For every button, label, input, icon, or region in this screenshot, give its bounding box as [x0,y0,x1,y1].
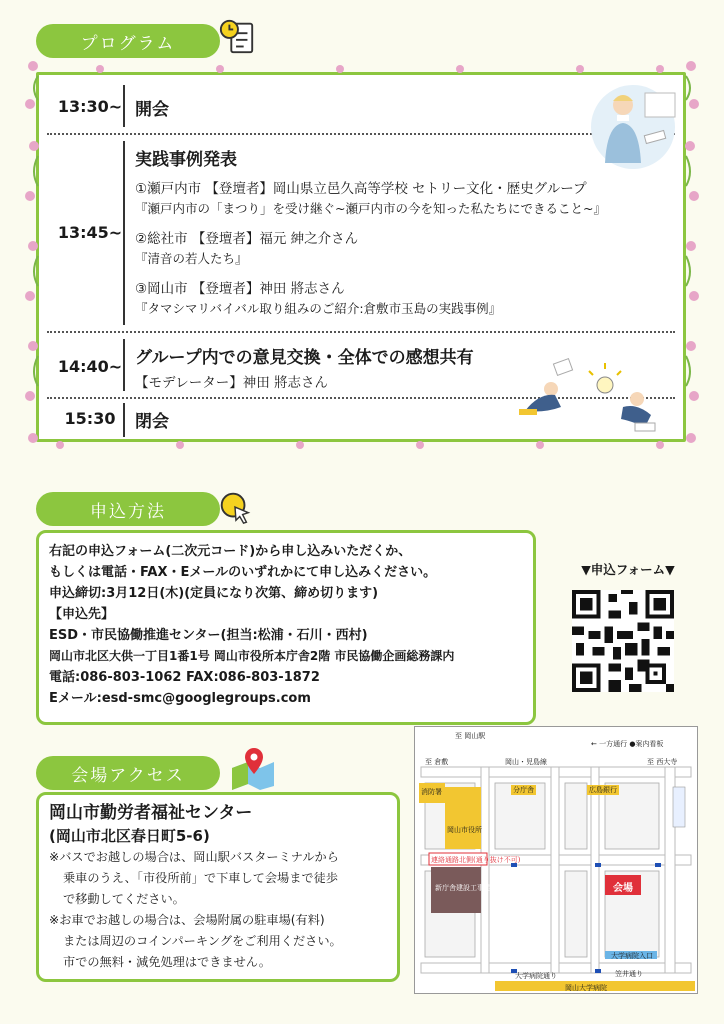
apply-line-1: 右記の申込フォーム(二次元コード)から申し込みいただくか、 [49,544,412,559]
apply-line-2: もしくは電話・FAX・Eメールのいずれかにて申し込みください。 [49,565,437,580]
apply-heading-label: 申込方法 [90,501,166,522]
apply-info [36,530,536,725]
flower-border-bottom [40,436,680,454]
map-label-notice: 連絡通路北側(通り抜け不可) [431,856,521,864]
access-map [414,726,698,994]
map-label-hospital-street: 大学病院通り [515,972,557,980]
talk-1-speaker: ①瀬戸内市 【登壇者】岡山県立邑久高等学校 セトリー文化・歴史グループ [135,181,587,197]
map-label-new-hall: 新庁舎建設工事範囲 [435,884,498,892]
program-heading-label: プログラム [80,33,176,54]
contact-heading: 【申込先】 [49,607,115,622]
program-table [36,72,686,442]
flower-border-top [40,60,680,78]
bus-note-2: 乗車のうえ、「市役所前」で下車して会場まで徒歩 [63,871,338,885]
column-divider [123,141,125,325]
time-3: 14:40~ [57,357,123,376]
talk-2-speaker: ②総社市 【登壇者】福元 紳之介さん [135,231,359,247]
car-note-3: 市での無料・減免処理はできません。 [63,955,271,969]
clock-checklist-icon [218,18,256,56]
students-illustration [519,355,669,437]
flower-border-left [18,56,48,448]
column-divider [123,403,125,437]
contact-address: 岡山市北区大供一丁目1番1号 岡山市役所本庁舎2階 市民協働企画総務課内 [49,649,455,663]
venue-name: 岡山市勤労者福祉センター [49,803,253,823]
apply-heading [36,492,220,526]
divider [47,331,675,333]
bus-note-1: ※バスでお越しの場合は、岡山駅バスターミナルから [49,850,339,864]
qr-code[interactable] [572,590,674,692]
map-label-city-hall: 岡山市役所 [447,826,482,834]
bus-note-3: で移動してください。 [63,892,185,906]
contact-phone: 電話:086-803-1062 FAX:086-803-1872 [49,670,320,685]
venue-address: (岡山市北区春日町5-6) [49,827,210,845]
map-label-univ-hospital: 岡山大学病院 [565,984,607,992]
contact-email[interactable]: Eメール:esd-smc@googlegroups.com [49,691,311,706]
moderator: 【モデレーター】神田 將志さん [135,375,329,391]
title-4: 閉会 [135,412,169,432]
map-label-station: 至 岡山駅 [455,732,486,740]
divider [47,133,675,135]
map-pin-icon [228,746,278,790]
flower-border-right [676,56,706,448]
time-2: 13:45~ [57,223,123,242]
column-divider [123,339,125,391]
access-heading-label: 会場アクセス [71,765,185,786]
time-1: 13:30~ [57,97,123,116]
qr-label: ▼申込フォーム▼ [581,562,675,577]
map-label-road: 岡山・児島線 [505,758,547,766]
map-label-hospital-entrance: 大学病院入口 [611,952,653,960]
map-label-branch: 分庁舎 [513,786,534,794]
map-label-saidaiji: 至 西大寺 [647,758,678,766]
access-heading [36,756,220,790]
map-label-kurashiki: 至 倉敷 [425,758,449,766]
access-info [36,792,400,982]
map-label-fire: 消防署 [421,788,442,796]
deadline: 申込締切:3月12日(木)(定員になり次第、締め切ります) [49,586,379,601]
program-heading [36,24,220,58]
column-divider [123,85,125,127]
title-2: 実践事例発表 [135,150,237,170]
title-3: グループ内での意見交換・全体での感想共有 [135,348,474,368]
talk-3-speaker: ③岡山市 【登壇者】神田 將志さん [135,281,345,297]
car-note-2: または周辺のコインパーキングをご利用ください。 [63,934,342,948]
map-label-bank: 広島銀行 [589,786,617,794]
talk-2-title: 『清音の若人たち』 [135,251,248,266]
cursor-click-icon [216,488,254,526]
time-4: 15:30 [64,409,116,428]
talk-3-title: 『タマシマリバイバル取り組みのご紹介:倉敷市玉島の実践事例』 [135,301,502,316]
map-label-kasai: 笠井通り [615,970,643,978]
title-1: 開会 [135,100,169,120]
speaker-illustration [587,83,679,171]
map-label-venue: 会場 [613,883,633,894]
contact-center: ESD・市民協働推進センター(担当:松浦・石川・西村) [49,628,368,643]
map-label-legend: ← 一方通行 ●案内看板 [591,740,664,748]
talk-1-title: 『瀬戸内市の「まつり」を受け継ぐ~瀬戸内市の今を知った私たちにできること~』 [135,201,606,216]
car-note-1: ※お車でお越しの場合は、会場附属の駐車場(有料) [49,913,325,927]
